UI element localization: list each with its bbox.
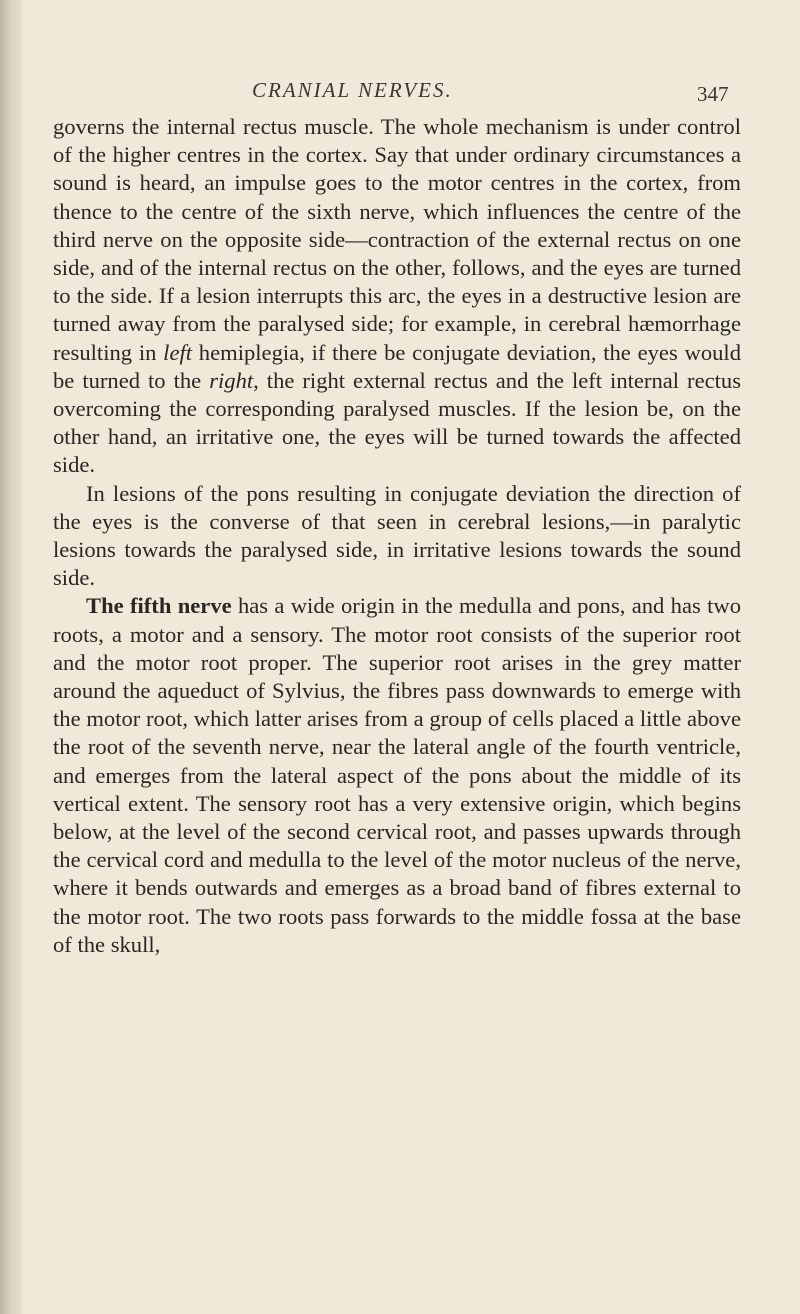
paragraph-1 (53, 113, 741, 480)
emphasis-right: right (209, 367, 254, 393)
section-lead-fifth-nerve: The fifth nerve (86, 593, 232, 619)
paragraph-2: In lesions of the pons resulting in conjugate deviation the direction of the eyes is the converse of that seen in cerebral lesions,—in paralytic lesions towards the paralysed side, in irritative lesions towards the sound side. (53, 480, 741, 591)
running-head: CRANIAL NERVES. (252, 78, 453, 102)
paragraph-1-part-b: hemiplegia, if there be conjugate deviation, the eyes would be turned to the (53, 339, 741, 393)
paragraph-3 (53, 592, 741, 959)
page-number: 347 (697, 82, 729, 106)
body-text (53, 113, 741, 959)
paragraph-3-body: has a wide origin in the medulla and pons, and has two roots, a motor and a sensory. The motor root consists of the superior root and the motor root proper. The superior root arises in the grey matter around the aqueduct of Sylvius, the fibres pass downwards to emerge with the motor root, which latter arises from a group of cells placed a little above the root of the seventh nerve, near the lateral angle of the fourth ventricle, and emerges from the lateral aspect of the pons about the middle of its vertical extent. The sensory root has a very extensive origin, which begins below, at the level of the second cervical root, and passes upwards through the cervical cord and medulla to the level of the motor nucleus of the nerve, where it bends outwards and emerges as a broad band of fibres external to the motor root. The two roots pass forwards to the middle fossa at the base of the skull, (53, 593, 741, 957)
paragraph-1-part-c: , the right external rectus and the left internal rectus overcoming the corresponding paralysed muscles. If the lesion be, on the other hand, an irritative one, the eyes will be turned towards the affected side. (53, 367, 741, 478)
emphasis-left: left (163, 339, 193, 365)
paragraph-1-part-a: governs the internal rectus muscle. The whole mechanism is under control of the higher centres in the cortex. Say that under ordinary circumstances a sound is heard, an impulse goes to the motor centres in the cortex, from thence to the centre of the sixth nerve, which influences the centre of the third nerve on the opposite side—contraction of the external rectus on one side, and of the internal rectus on the other, follows, and the eyes are turned to the side. If a lesion interrupts this arc, the eyes in a destructive lesion are turned away from the paralysed side; for example, in cerebral hæmorrhage resulting in (53, 114, 741, 365)
